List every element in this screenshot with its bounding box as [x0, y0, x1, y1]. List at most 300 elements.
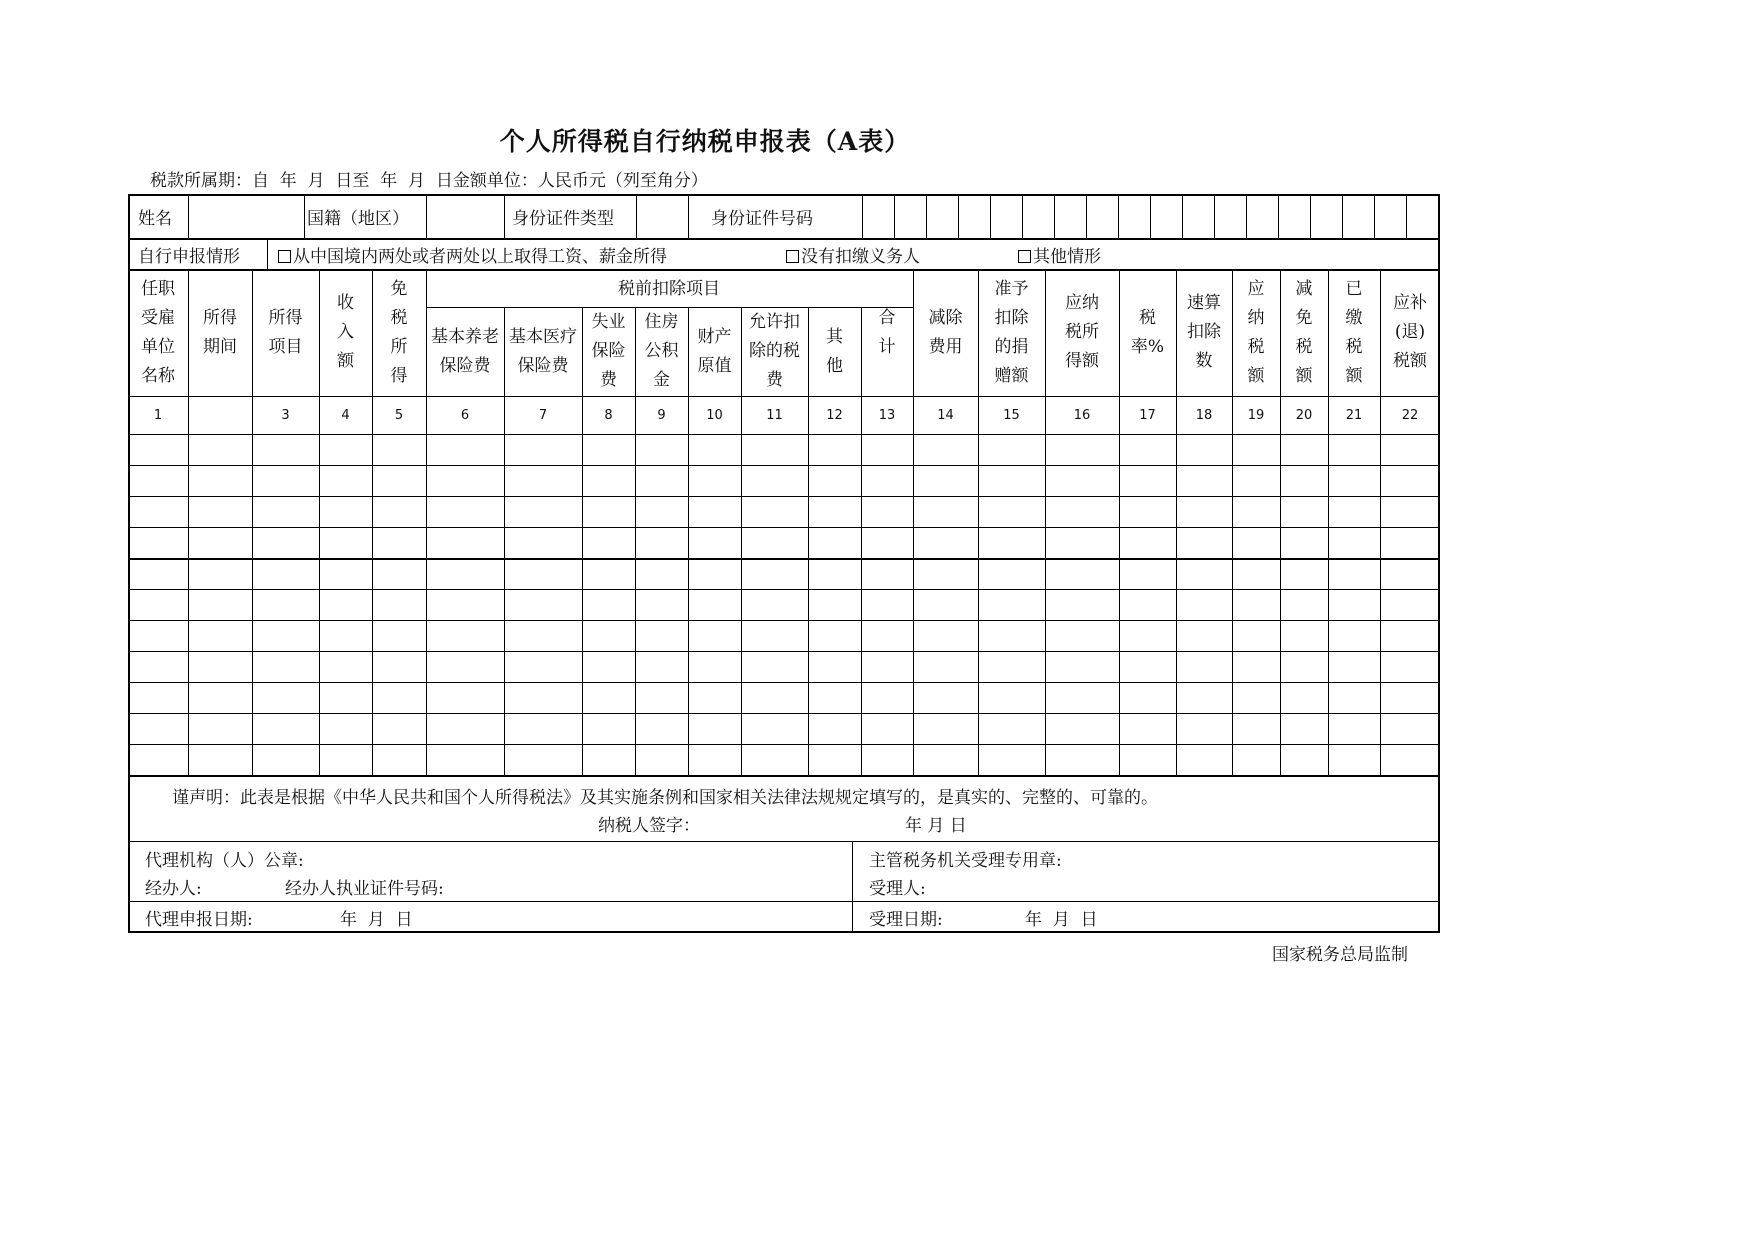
table-cell[interactable]	[1177, 466, 1231, 495]
table-cell[interactable]	[979, 745, 1044, 774]
table-cell[interactable]	[914, 497, 977, 526]
table-cell[interactable]	[583, 745, 634, 774]
table-cell[interactable]	[253, 435, 318, 464]
table-cell[interactable]	[1120, 683, 1175, 712]
table-cell[interactable]	[1177, 590, 1231, 619]
table-cell[interactable]	[862, 435, 912, 464]
table-cell[interactable]	[320, 466, 371, 495]
table-cell[interactable]	[862, 621, 912, 650]
column-header: 应纳 税所 得额	[1065, 293, 1099, 371]
table-cell[interactable]	[636, 497, 687, 526]
identity-cell-divider	[188, 196, 189, 238]
table-cell[interactable]	[689, 714, 740, 743]
column-header: 其 他	[826, 326, 843, 376]
table-cell[interactable]	[1381, 528, 1439, 557]
table-cell[interactable]	[1046, 652, 1118, 681]
table-cell[interactable]	[129, 497, 187, 526]
table-cell[interactable]	[1281, 590, 1327, 619]
table-cell[interactable]	[129, 466, 187, 495]
self-report-option-no-withholder[interactable]: 没有扣缴义务人	[786, 242, 920, 267]
column-header: 应 纳 税 额	[1247, 278, 1265, 386]
table-cell[interactable]	[689, 621, 740, 650]
table-cell[interactable]	[1233, 745, 1279, 774]
table-cell[interactable]	[427, 466, 503, 495]
table-cell[interactable]	[189, 559, 251, 588]
table-cell[interactable]	[373, 528, 425, 557]
table-cell[interactable]	[129, 559, 187, 588]
table-cell[interactable]	[979, 435, 1044, 464]
column-number: 12	[826, 408, 843, 423]
name-field[interactable]	[190, 196, 304, 238]
bottom-section-divider	[852, 841, 853, 933]
id-number-field[interactable]	[862, 196, 1438, 238]
table-cell[interactable]	[636, 714, 687, 743]
table-cell[interactable]	[689, 466, 740, 495]
table-cell[interactable]	[189, 528, 251, 557]
table-cell[interactable]	[1233, 466, 1279, 495]
checkbox-icon[interactable]	[278, 250, 291, 263]
table-cell[interactable]	[583, 714, 634, 743]
table-cell[interactable]	[862, 745, 912, 774]
nationality-field[interactable]	[426, 196, 504, 238]
table-cell[interactable]	[979, 652, 1044, 681]
table-cell[interactable]	[1329, 590, 1379, 619]
table-cell[interactable]	[129, 435, 187, 464]
id-number-label: 身份证件号码	[711, 209, 813, 229]
table-cell[interactable]	[320, 435, 371, 464]
table-cell[interactable]	[809, 528, 860, 557]
table-cell[interactable]	[427, 714, 503, 743]
table-cell[interactable]	[1120, 435, 1175, 464]
table-cell[interactable]	[1281, 466, 1327, 495]
table-cell[interactable]	[1329, 497, 1379, 526]
table-cell[interactable]	[583, 497, 634, 526]
table-cell[interactable]	[320, 683, 371, 712]
column-number: 15	[1003, 408, 1020, 423]
table-cell[interactable]	[373, 714, 425, 743]
table-cell[interactable]	[583, 652, 634, 681]
table-cell[interactable]	[189, 683, 251, 712]
authority-seal-label: 主管税务机关受理专用章:	[869, 851, 1062, 871]
table-cell[interactable]	[1233, 497, 1279, 526]
table-cell[interactable]	[505, 714, 581, 743]
table-cell[interactable]	[742, 497, 807, 526]
column-header: 合 计	[878, 307, 896, 357]
table-cell[interactable]	[505, 683, 581, 712]
table-cell[interactable]	[689, 435, 740, 464]
agent-row-divider	[128, 901, 1440, 902]
table-cell[interactable]	[320, 559, 371, 588]
table-cell[interactable]	[253, 745, 318, 774]
table-cell[interactable]	[1120, 497, 1175, 526]
table-cell[interactable]	[583, 528, 634, 557]
agent-report-date-label: 代理申报日期:	[145, 910, 253, 930]
table-cell[interactable]	[1120, 559, 1175, 588]
table-cell[interactable]	[689, 683, 740, 712]
table-cell[interactable]	[373, 621, 425, 650]
table-cell[interactable]	[914, 714, 977, 743]
table-cell[interactable]	[505, 497, 581, 526]
table-cell[interactable]	[129, 683, 187, 712]
table-cell[interactable]	[1120, 466, 1175, 495]
table-cell[interactable]	[1281, 714, 1327, 743]
table-cell[interactable]	[427, 528, 503, 557]
table-cell[interactable]	[373, 652, 425, 681]
table-cell[interactable]	[1233, 435, 1279, 464]
agent-license-label: 经办人执业证件号码:	[285, 879, 444, 899]
table-cell[interactable]	[505, 745, 581, 774]
table-cell[interactable]	[742, 714, 807, 743]
table-cell[interactable]	[129, 528, 187, 557]
agent-report-date-value: 年 月 日	[340, 910, 413, 930]
table-cell[interactable]	[505, 466, 581, 495]
table-cell[interactable]	[427, 497, 503, 526]
table-cell[interactable]	[373, 559, 425, 588]
table-cell[interactable]	[1046, 621, 1118, 650]
column-number: 22	[1401, 408, 1419, 423]
table-cell[interactable]	[1381, 652, 1439, 681]
table-cell[interactable]	[862, 714, 912, 743]
table-cell[interactable]	[1233, 528, 1279, 557]
table-cell[interactable]	[1046, 559, 1118, 588]
table-cell[interactable]	[979, 528, 1044, 557]
table-cell[interactable]	[1381, 466, 1439, 495]
table-cell[interactable]	[1046, 497, 1118, 526]
table-cell[interactable]	[189, 745, 251, 774]
column-number: 18	[1195, 408, 1213, 423]
table-cell[interactable]	[1329, 745, 1379, 774]
table-cell[interactable]	[373, 683, 425, 712]
table-cell[interactable]	[189, 466, 251, 495]
table-cell[interactable]	[979, 714, 1044, 743]
table-cell[interactable]	[1381, 621, 1439, 650]
table-cell[interactable]	[427, 590, 503, 619]
table-cell[interactable]	[1281, 621, 1327, 650]
table-cell[interactable]	[1281, 528, 1327, 557]
table-cell[interactable]	[1233, 621, 1279, 650]
table-cell[interactable]	[862, 497, 912, 526]
table-cell[interactable]	[636, 652, 687, 681]
column-number: 10	[706, 408, 723, 423]
table-cell[interactable]	[914, 745, 977, 774]
table-cell[interactable]	[1177, 714, 1231, 743]
table-cell[interactable]	[1120, 590, 1175, 619]
table-cell[interactable]	[189, 435, 251, 464]
table-cell[interactable]	[979, 466, 1044, 495]
name-label: 姓名	[138, 209, 172, 229]
table-cell[interactable]	[1281, 559, 1327, 588]
authority-accept-date-value: 年 月 日	[1025, 910, 1098, 930]
table-cell[interactable]	[1281, 683, 1327, 712]
taxpayer-signature-field[interactable]	[712, 808, 892, 834]
table-cell[interactable]	[1281, 745, 1327, 774]
table-cell[interactable]	[809, 683, 860, 712]
table-cell[interactable]	[253, 528, 318, 557]
table-cell[interactable]	[809, 714, 860, 743]
table-cell[interactable]	[914, 652, 977, 681]
table-cell[interactable]	[689, 528, 740, 557]
table-cell[interactable]	[373, 435, 425, 464]
column-number: 20	[1295, 408, 1313, 423]
identity-cell-divider	[688, 196, 689, 238]
table-cell[interactable]	[1381, 559, 1439, 588]
table-cell[interactable]	[505, 590, 581, 619]
table-cell[interactable]	[1281, 652, 1327, 681]
table-cell[interactable]	[320, 590, 371, 619]
table-cell[interactable]	[1381, 683, 1439, 712]
table-cell[interactable]	[373, 590, 425, 619]
table-cell[interactable]	[914, 621, 977, 650]
table-cell[interactable]	[1233, 714, 1279, 743]
table-cell[interactable]	[979, 621, 1044, 650]
table-cell[interactable]	[583, 466, 634, 495]
table-cell[interactable]	[1329, 621, 1379, 650]
table-cell[interactable]	[427, 559, 503, 588]
table-cell[interactable]	[809, 652, 860, 681]
declaration-text: 谨声明：此表是根据《中华人民共和国个人所得税法》及其实施条例和国家相关法律法规规定填写的，是真实的、完整的、可靠的。	[172, 788, 1158, 808]
column-header: 所得 期间	[203, 307, 237, 357]
table-cell[interactable]	[1233, 559, 1279, 588]
table-cell[interactable]	[1381, 590, 1439, 619]
table-cell[interactable]	[320, 652, 371, 681]
table-cell[interactable]	[1177, 621, 1231, 650]
table-cell[interactable]	[427, 683, 503, 712]
table-cell[interactable]	[1233, 590, 1279, 619]
column-header: 收 入 额	[337, 293, 354, 371]
table-cell[interactable]	[320, 528, 371, 557]
table-cell[interactable]	[1046, 528, 1118, 557]
table-cell[interactable]	[1046, 714, 1118, 743]
table-cell[interactable]	[742, 621, 807, 650]
table-cell[interactable]	[253, 466, 318, 495]
checkbox-icon[interactable]	[786, 250, 799, 263]
column-number: 6	[460, 408, 470, 423]
table-cell[interactable]	[636, 745, 687, 774]
table-cell[interactable]	[809, 745, 860, 774]
table-cell[interactable]	[253, 590, 318, 619]
table-cell[interactable]	[914, 590, 977, 619]
table-cell[interactable]	[636, 528, 687, 557]
table-cell[interactable]	[862, 559, 912, 588]
column-header: 住房 公积 金	[644, 312, 679, 390]
table-cell[interactable]	[427, 652, 503, 681]
column-number: 7	[538, 408, 548, 423]
table-cell[interactable]	[1381, 435, 1439, 464]
table-cell[interactable]	[189, 621, 251, 650]
table-cell[interactable]	[1120, 528, 1175, 557]
table-cell[interactable]	[979, 590, 1044, 619]
grid-bottom	[128, 775, 1440, 777]
table-cell[interactable]	[1046, 466, 1118, 495]
table-cell[interactable]	[862, 466, 912, 495]
table-cell[interactable]	[1046, 590, 1118, 619]
table-cell[interactable]	[1233, 652, 1279, 681]
table-cell[interactable]	[505, 559, 581, 588]
column-header: 免 税 所 得	[390, 278, 408, 386]
column-header: 基本养老 保险费	[431, 326, 499, 376]
table-cell[interactable]	[636, 435, 687, 464]
table-cell[interactable]	[320, 745, 371, 774]
table-cell[interactable]	[1329, 435, 1379, 464]
table-cell[interactable]	[689, 745, 740, 774]
table-cell[interactable]	[253, 714, 318, 743]
table-cell[interactable]	[583, 559, 634, 588]
table-cell[interactable]	[742, 466, 807, 495]
table-cell[interactable]	[373, 745, 425, 774]
table-cell[interactable]	[253, 497, 318, 526]
table-cell[interactable]	[636, 621, 687, 650]
table-cell[interactable]	[1120, 621, 1175, 650]
table-cell[interactable]	[742, 528, 807, 557]
table-cell[interactable]	[129, 745, 187, 774]
checkbox-icon[interactable]	[1018, 250, 1031, 263]
table-cell[interactable]	[189, 652, 251, 681]
table-cell[interactable]	[809, 466, 860, 495]
nationality-label: 国籍（地区）	[307, 209, 409, 229]
table-cell[interactable]	[636, 559, 687, 588]
declaration-bottom	[128, 841, 1440, 842]
table-cell[interactable]	[189, 590, 251, 619]
table-cell[interactable]	[1046, 683, 1118, 712]
table-cell[interactable]	[583, 683, 634, 712]
table-cell[interactable]	[1381, 714, 1439, 743]
column-number: 4	[341, 408, 350, 423]
table-cell[interactable]	[742, 559, 807, 588]
table-cell[interactable]	[636, 466, 687, 495]
table-cell[interactable]	[742, 683, 807, 712]
table-cell[interactable]	[1177, 435, 1231, 464]
table-cell[interactable]	[320, 497, 371, 526]
table-cell[interactable]	[914, 559, 977, 588]
table-cell[interactable]	[253, 559, 318, 588]
authority-accept-date-label: 受理日期:	[869, 910, 943, 930]
table-cell[interactable]	[979, 559, 1044, 588]
table-cell[interactable]	[505, 621, 581, 650]
table-cell[interactable]	[1329, 652, 1379, 681]
table-cell[interactable]	[862, 528, 912, 557]
table-cell[interactable]	[1329, 528, 1379, 557]
id-type-field[interactable]	[636, 196, 688, 238]
table-cell[interactable]	[427, 621, 503, 650]
table-cell[interactable]	[1233, 683, 1279, 712]
column-header: 已 缴 税 额	[1345, 278, 1363, 386]
table-cell[interactable]	[862, 590, 912, 619]
column-header: 财产 原值	[697, 326, 732, 376]
table-cell[interactable]	[427, 745, 503, 774]
column-header: 所得 项目	[268, 307, 303, 357]
table-cell[interactable]	[689, 559, 740, 588]
table-cell[interactable]	[1177, 745, 1231, 774]
table-cell[interactable]	[1177, 497, 1231, 526]
table-cell[interactable]	[1120, 714, 1175, 743]
table-cell[interactable]	[253, 621, 318, 650]
table-cell[interactable]	[505, 435, 581, 464]
table-cell[interactable]	[1329, 466, 1379, 495]
column-number: 3	[281, 408, 290, 423]
table-cell[interactable]	[914, 435, 977, 464]
table-cell[interactable]	[809, 590, 860, 619]
table-cell[interactable]	[742, 745, 807, 774]
table-cell[interactable]	[583, 621, 634, 650]
table-cell[interactable]	[979, 683, 1044, 712]
table-cell[interactable]	[1177, 683, 1231, 712]
column-number: 5	[394, 408, 404, 423]
column-header: 减 免 税 额	[1295, 278, 1313, 386]
table-cell[interactable]	[373, 497, 425, 526]
table-cell[interactable]	[1381, 497, 1439, 526]
table-cell[interactable]	[862, 683, 912, 712]
table-cell[interactable]	[253, 683, 318, 712]
column-number: 13	[878, 408, 896, 423]
table-cell[interactable]	[427, 435, 503, 464]
table-cell[interactable]	[1120, 652, 1175, 681]
table-cell[interactable]	[914, 528, 977, 557]
table-cell[interactable]	[1381, 745, 1439, 774]
table-cell[interactable]	[1281, 497, 1327, 526]
table-cell[interactable]	[979, 497, 1044, 526]
table-cell[interactable]	[583, 435, 634, 464]
table-cell[interactable]	[914, 466, 977, 495]
table-cell[interactable]	[689, 497, 740, 526]
table-cell[interactable]	[505, 652, 581, 681]
table-cell[interactable]	[809, 621, 860, 650]
table-cell[interactable]	[809, 435, 860, 464]
column-header: 允许扣 除的税 费	[749, 312, 800, 390]
table-cell[interactable]	[1329, 683, 1379, 712]
table-cell[interactable]	[636, 590, 687, 619]
table-cell[interactable]	[689, 590, 740, 619]
table-cell[interactable]	[1329, 714, 1379, 743]
table-cell[interactable]	[1046, 745, 1118, 774]
table-cell[interactable]	[862, 652, 912, 681]
table-cell[interactable]	[1177, 559, 1231, 588]
table-cell[interactable]	[742, 652, 807, 681]
table-cell[interactable]	[742, 435, 807, 464]
table-cell[interactable]	[583, 590, 634, 619]
table-cell[interactable]	[809, 559, 860, 588]
table-cell[interactable]	[1177, 652, 1231, 681]
table-cell[interactable]	[914, 683, 977, 712]
table-cell[interactable]	[636, 683, 687, 712]
table-cell[interactable]	[505, 528, 581, 557]
self-report-option-other[interactable]: 其他情形	[1018, 242, 1101, 267]
table-cell[interactable]	[1329, 559, 1379, 588]
table-cell[interactable]	[189, 497, 251, 526]
column-number: 11	[766, 408, 783, 423]
table-cell[interactable]	[129, 652, 187, 681]
table-cell[interactable]	[129, 621, 187, 650]
table-cell[interactable]	[373, 466, 425, 495]
table-cell[interactable]	[689, 652, 740, 681]
self-report-option-multiple-income[interactable]: 从中国境内两处或者两处以上取得工资、薪金所得	[278, 242, 667, 267]
column-header: 速算 扣除 数	[1187, 293, 1221, 371]
table-cell[interactable]	[1046, 435, 1118, 464]
table-cell[interactable]	[1177, 528, 1231, 557]
table-cell[interactable]	[253, 652, 318, 681]
table-cell[interactable]	[129, 714, 187, 743]
table-cell[interactable]	[129, 590, 187, 619]
table-cell[interactable]	[809, 497, 860, 526]
taxpayer-signature-label: 纳税人签字：	[598, 816, 700, 836]
table-cell[interactable]	[189, 714, 251, 743]
table-cell[interactable]	[320, 621, 371, 650]
table-cell[interactable]	[742, 590, 807, 619]
column-number: 8	[604, 408, 613, 423]
table-cell[interactable]	[1120, 745, 1175, 774]
column-number: 16	[1073, 408, 1091, 423]
table-cell[interactable]	[320, 714, 371, 743]
table-cell[interactable]	[1281, 435, 1327, 464]
